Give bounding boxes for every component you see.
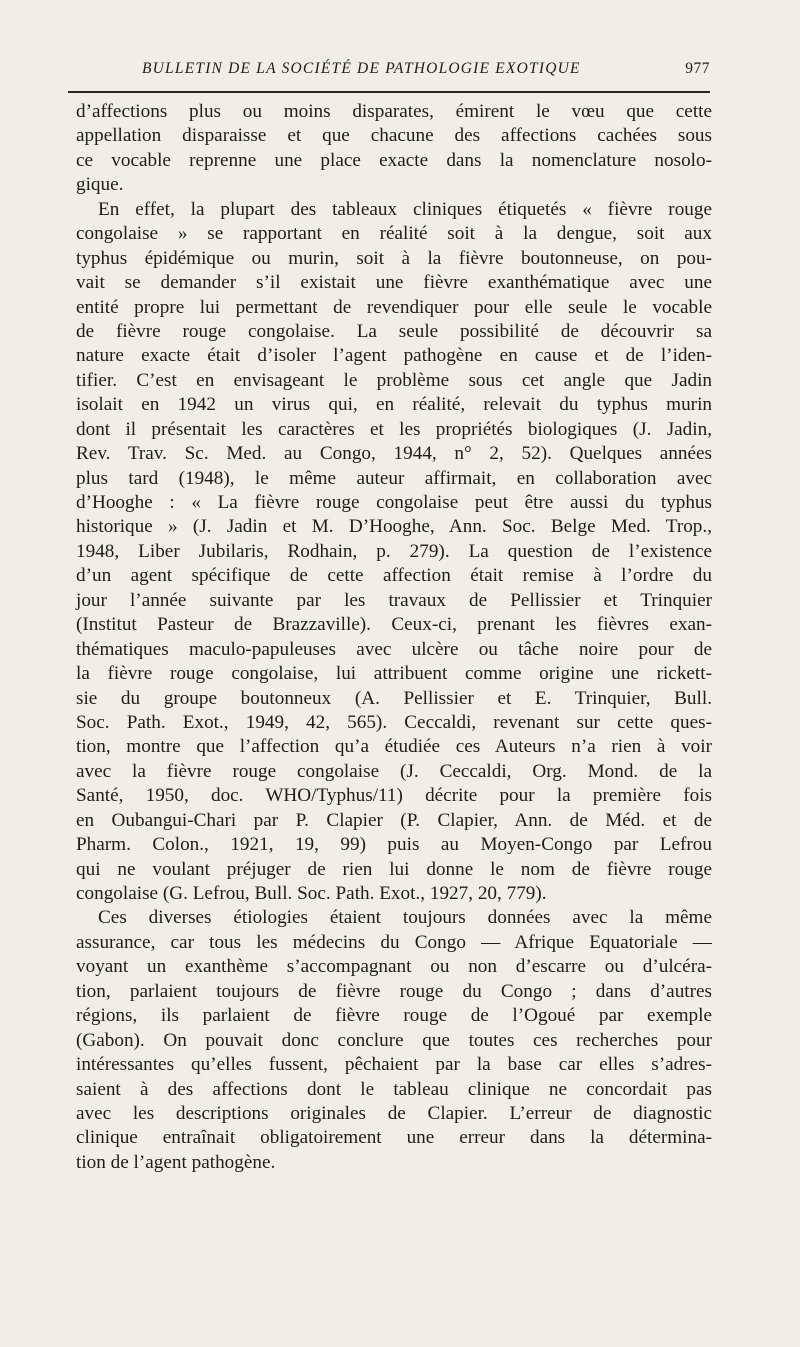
text-line: Ces diverses étiologies étaient toujours données avec la même [98, 907, 712, 929]
text-line: avec les descriptions originales de Clapier. L’erreur de diagnostic [76, 1102, 712, 1124]
text-line: (Institut Pasteur de Brazzaville). Ceux-ci, prenant les fièvres exan- [76, 614, 712, 636]
text-line: assurance, car tous les médecins du Congo — Afrique Equatoriale — [76, 931, 712, 953]
text-line: entité propre lui permettant de revendiquer pour elle seule le vocable [76, 296, 712, 318]
text-line: Santé, 1950, doc. WHO/Typhus/11) décrite pour la première fois [76, 785, 712, 807]
text-line: qui ne voulant préjuger de rien lui donne le nom de fièvre rouge [76, 858, 712, 880]
text-line: tion de l’agent pathogène. [76, 1151, 276, 1173]
text-line: Pharm. Colon., 1921, 19, 99) puis au Moyen-Congo par Lefrou [76, 834, 712, 856]
text-line: voyant un exanthème s’accompagnant ou non d’escarre ou d’ulcéra- [76, 956, 712, 978]
text-line: typhus épidémique ou murin, soit à la fièvre boutonneuse, on pou- [76, 247, 712, 269]
header-rule [68, 91, 710, 93]
text-line: vait se demander s’il existait une fièvre exanthématique avec une [76, 272, 712, 294]
body-text [76, 100, 712, 1175]
text-line: ce vocable reprenne une place exacte dans la nomenclature nosolo- [76, 149, 712, 171]
text-line: de fièvre rouge congolaise. La seule possibilité de découvrir sa [76, 320, 712, 342]
text-line: (Gabon). On pouvait donc conclure que toutes ces recherches pour [76, 1029, 712, 1051]
text-line: d’affections plus ou moins disparates, émirent le vœu que cette [76, 101, 712, 122]
text-line: régions, ils parlaient de fièvre rouge de l’Ogoué par exemple [76, 1005, 712, 1027]
text-line: appellation disparaisse et que chacune des affections cachées sous [76, 125, 712, 147]
text-line: nature exacte était d’isoler l’agent pathogène en cause et de l’iden- [76, 345, 712, 367]
text-line: clinique entraînait obligatoirement une erreur dans la détermina- [76, 1127, 712, 1149]
text-line: congolaise » se rapportant en réalité soit à la dengue, soit aux [76, 223, 712, 245]
text-line: jour l’année suivante par les travaux de Pellissier et Trinquier [76, 589, 712, 611]
text-line: 1948, Liber Jubilaris, Rodhain, p. 279). La question de l’existence [76, 540, 712, 562]
text-line: d’Hooghe : « La fièvre rouge congolaise peut être aussi du typhus [76, 492, 712, 513]
text-line: en Oubangui-Chari par P. Clapier (P. Clapier, Ann. de Méd. et de [76, 809, 712, 831]
text-line: saient à des affections dont le tableau clinique ne concordait pas [76, 1078, 712, 1100]
text-line: intéressantes qu’elles fussent, pêchaient par la base car elles s’adres- [76, 1054, 712, 1076]
text-line: plus tard (1948), le même auteur affirmait, en collaboration avec [76, 467, 712, 489]
text-line: tion, parlaient toujours de fièvre rouge du Congo ; dans d’autres [76, 980, 712, 1002]
text-line: la fièvre rouge congolaise, lui attribuent comme origine une rickett- [76, 663, 712, 685]
text-line: Rev. Trav. Sc. Med. au Congo, 1944, n° 2, 52). Quelques années [76, 443, 712, 465]
page-number: 977 [685, 60, 710, 77]
text-line: tion, montre que l’affection qu’a étudiée ces Auteurs n’a rien à voir [76, 736, 712, 758]
text-line: tifier. C’est en envisageant le problème sous cet angle que Jadin [76, 369, 712, 391]
text-line: sie du groupe boutonneux (A. Pellissier et E. Trinquier, Bull. [76, 687, 712, 709]
text-line: historique » (J. Jadin et M. D’Hooghe, Ann. Soc. Belge Med. Trop., [76, 516, 712, 538]
text-line: d’un agent spécifique de cette affection était remise à l’ordre du [76, 565, 712, 587]
text-line: gique. [76, 174, 124, 196]
text-line: dont il présentait les caractères et les propriétés biologiques (J. Jadin, [76, 418, 712, 440]
text-line: avec la fièvre rouge congolaise (J. Ceccaldi, Org. Mond. de la [76, 760, 712, 782]
journal-title: BULLETIN DE LA SOCIÉTÉ DE PATHOLOGIE EXOTIQUE [142, 60, 581, 77]
text-line: En effet, la plupart des tableaux cliniques étiquetés « fièvre rouge [98, 198, 712, 220]
text-line: congolaise (G. Lefrou, Bull. Soc. Path. Exot., 1927, 20, 779). [76, 883, 547, 904]
running-head [68, 60, 710, 90]
text-line: thématiques maculo-papuleuses avec ulcère ou tâche noire pour de [76, 638, 712, 660]
text-line: isolait en 1942 un virus qui, en réalité, relevait du typhus murin [76, 394, 712, 416]
text-line: Soc. Path. Exot., 1949, 42, 565). Ceccaldi, revenant sur cette ques- [76, 711, 712, 733]
